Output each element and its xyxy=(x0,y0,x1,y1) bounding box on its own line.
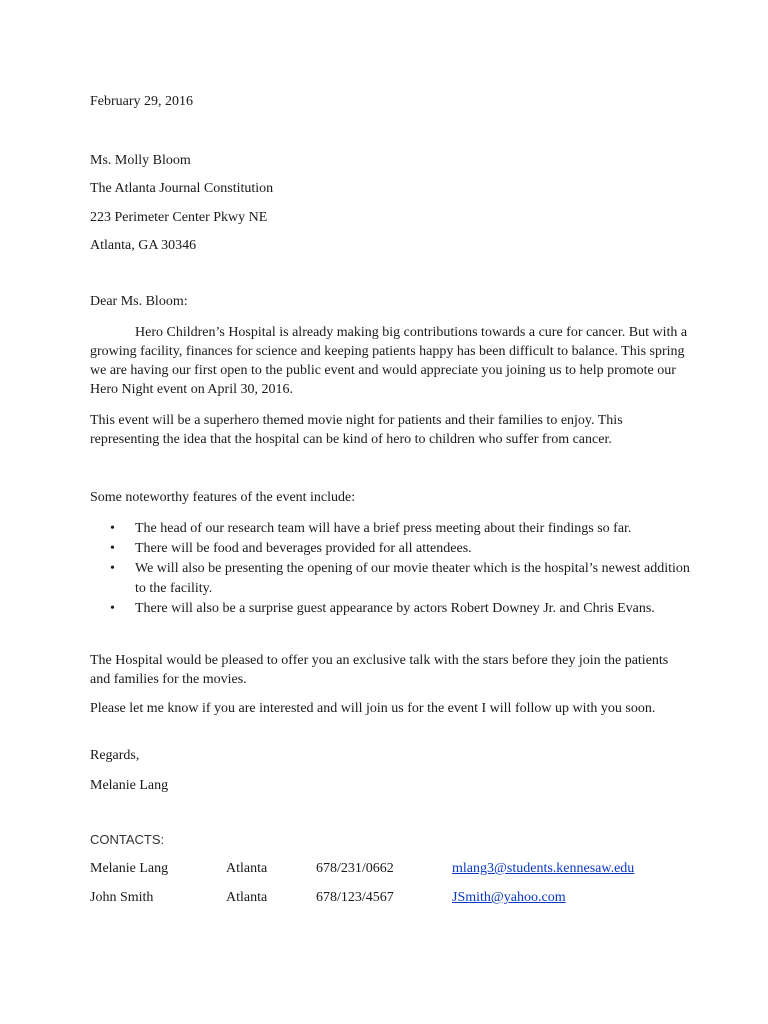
feature-text: There will be food and beverages provided for all attendees. xyxy=(135,541,472,556)
feature-text: The head of our research team will have a brief press meeting about their findings so far. xyxy=(135,521,632,536)
contact-phone: 678/123/4567 xyxy=(316,890,394,905)
bullet-icon: • xyxy=(110,601,115,616)
recipient-street: 223 Perimeter Center Pkwy NE xyxy=(90,210,268,225)
body-paragraph-1: Hero Children’s Hospital is already making big contributions towards a cure for cancer. But with a growing facility, finances for science and keeping patients happy has been difficult to balance. This spring we are having our first open to the public event and would appreciate you joining us to help promote our Hero Night event on April 30, 2016. xyxy=(90,325,688,397)
signature: Melanie Lang xyxy=(90,778,169,793)
list-item xyxy=(90,559,690,599)
list-item xyxy=(90,539,690,559)
body-paragraph-2: This event will be a superhero themed movie night for patients and their families to enjoy. This representing the idea that the hospital can be kind of hero to children who suffer from cancer. xyxy=(90,413,623,447)
bullet-icon: • xyxy=(110,541,115,556)
bullet-icon: • xyxy=(110,561,115,576)
recipient-city: Atlanta, GA 30346 xyxy=(90,238,197,253)
contact-email-link[interactable]: JSmith@yahoo.com xyxy=(452,890,566,905)
recipient-name: Ms. Molly Bloom xyxy=(90,153,191,168)
contact-city: Atlanta xyxy=(226,861,268,876)
body-paragraph-3: The Hospital would be pleased to offer you an exclusive talk with the stars before they join the patients and families for the movies. xyxy=(90,653,669,687)
bullet-icon: • xyxy=(110,521,115,536)
recipient-organization: The Atlanta Journal Constitution xyxy=(90,181,274,196)
letter-date: February 29, 2016 xyxy=(90,94,194,109)
features-intro: Some noteworthy features of the event include: xyxy=(90,490,356,505)
list-item xyxy=(90,519,690,539)
contact-name: John Smith xyxy=(90,890,154,905)
contact-email-link[interactable]: mlang3@students.kennesaw.edu xyxy=(452,861,635,876)
contacts-heading: CONTACTS: xyxy=(90,832,165,847)
contact-city: Atlanta xyxy=(226,890,268,905)
contact-phone: 678/231/0662 xyxy=(316,861,394,876)
feature-text: We will also be presenting the opening of our movie theater which is the hospital’s newest addition to the facility. xyxy=(135,561,690,596)
contact-name: Melanie Lang xyxy=(90,861,169,876)
feature-text: There will also be a surprise guest appearance by actors Robert Downey Jr. and Chris Evans. xyxy=(135,601,655,616)
list-item xyxy=(90,599,690,619)
body-paragraph-4: Please let me know if you are interested and will join us for the event I will follow up with you soon. xyxy=(90,701,656,716)
salutation: Dear Ms. Bloom: xyxy=(90,294,188,309)
features-list xyxy=(90,519,690,619)
closing: Regards, xyxy=(90,748,140,763)
